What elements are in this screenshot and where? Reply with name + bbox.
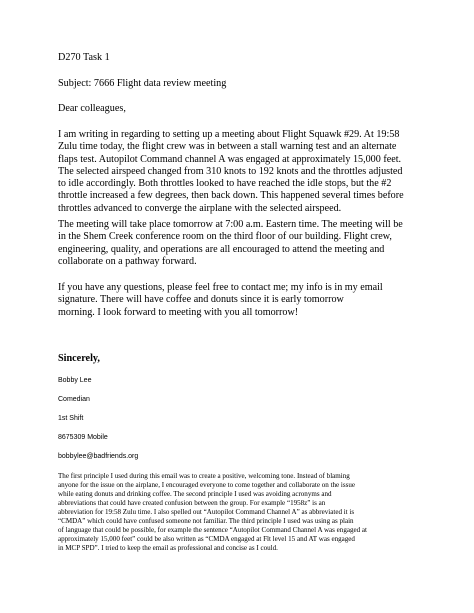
notes-line: approximately 15,000 feet” could be also written as “CMDA engaged at Flt level 15 and AT was engaged — [58, 535, 355, 543]
body-paragraph-3 — [58, 282, 430, 319]
closing: Sincerely, — [58, 353, 100, 364]
paragraph-line: Zulu time today, the flight crew was in between a stall warning test and an alternate — [58, 141, 397, 153]
paragraph-line: in the Shem Creek conference room on the third floor of our building. Flight crew, — [58, 231, 392, 243]
paragraph-line: The meeting will take place tomorrow at 7:00 a.m. Eastern time. The meeting will be — [58, 219, 403, 230]
signature-name: Bobby Lee — [58, 377, 92, 384]
paragraph-line: I am writing in regarding to setting up a meeting about Flight Squawk #29. At 19:58 — [58, 129, 400, 140]
paragraph-line: engineering, quality, and operations are all encouraged to attend the meeting and — [58, 243, 385, 255]
greeting: Dear colleagues, — [58, 103, 126, 114]
notes-line: anyone for the issue on the airplane, I encouraged everyone to come together and collaborate on the issue — [58, 481, 356, 489]
notes-line: of language that could be possible, for example the sentence “Autopilot Command Channel A was engaged at — [58, 526, 367, 534]
paragraph-line: The selected airspeed changed from 310 knots to 192 knots and the throttles adjusted — [58, 165, 403, 177]
notes-line: in MCP SPD”. I tried to keep the email as professional and concise as I could. — [58, 544, 278, 552]
notes-line: abbreviations that could have created confusion between the group. For example “1958z” is an — [58, 499, 326, 507]
signature-email: bobbylee@badfriends.org — [58, 453, 139, 460]
paragraph-line: to idle accordingly. Both throttles looked to have reached the idle stops, but the #2 — [58, 178, 392, 190]
paragraph-line: collaborate on a pathway forward. — [58, 255, 197, 267]
paragraph-line: morning. I look forward to meeting with you all tomorrow! — [58, 306, 299, 318]
paragraph-line: If you have any questions, please feel free to contact me; my info is in my email — [58, 282, 383, 293]
subject-line: Subject: 7666 Flight data review meeting — [58, 78, 227, 89]
task-heading: D270 Task 1 — [58, 52, 110, 63]
notes-line: “CMDA” which could have confused someone not familiar. The third principle I used was using as plain — [58, 517, 354, 525]
signature-title: Comedian — [58, 396, 90, 403]
signature-shift: 1st Shift — [58, 415, 84, 422]
reflection-notes — [58, 472, 367, 553]
notes-line: abbreviation for 19:58 Zulu time. I also spelled out “Autopilot Command Channel A” as abbreviated it is — [58, 508, 355, 516]
notes-line: The first principle I used during this email was to create a positive, welcoming tone. Instead of blaming — [58, 472, 350, 480]
notes-line: while eating donuts and drinking coffee. The second principle I used was avoiding acronyms and — [58, 490, 332, 498]
signature-phone: 8675309 Mobile — [58, 434, 108, 441]
body-paragraph-1 — [58, 129, 430, 215]
paragraph-line: signature. There will have coffee and donuts since it is early tomorrow — [58, 294, 344, 306]
paragraph-line: flaps test. Autopilot Command channel A was engaged at approximately 15,000 feet. — [58, 153, 402, 165]
paragraph-line: throttles advanced to converge the airplane with the selected airspeed. — [58, 202, 342, 214]
body-paragraph-2 — [58, 219, 430, 268]
paragraph-line: throttle increased a few degrees, then back down. This happened several times before — [58, 190, 404, 202]
